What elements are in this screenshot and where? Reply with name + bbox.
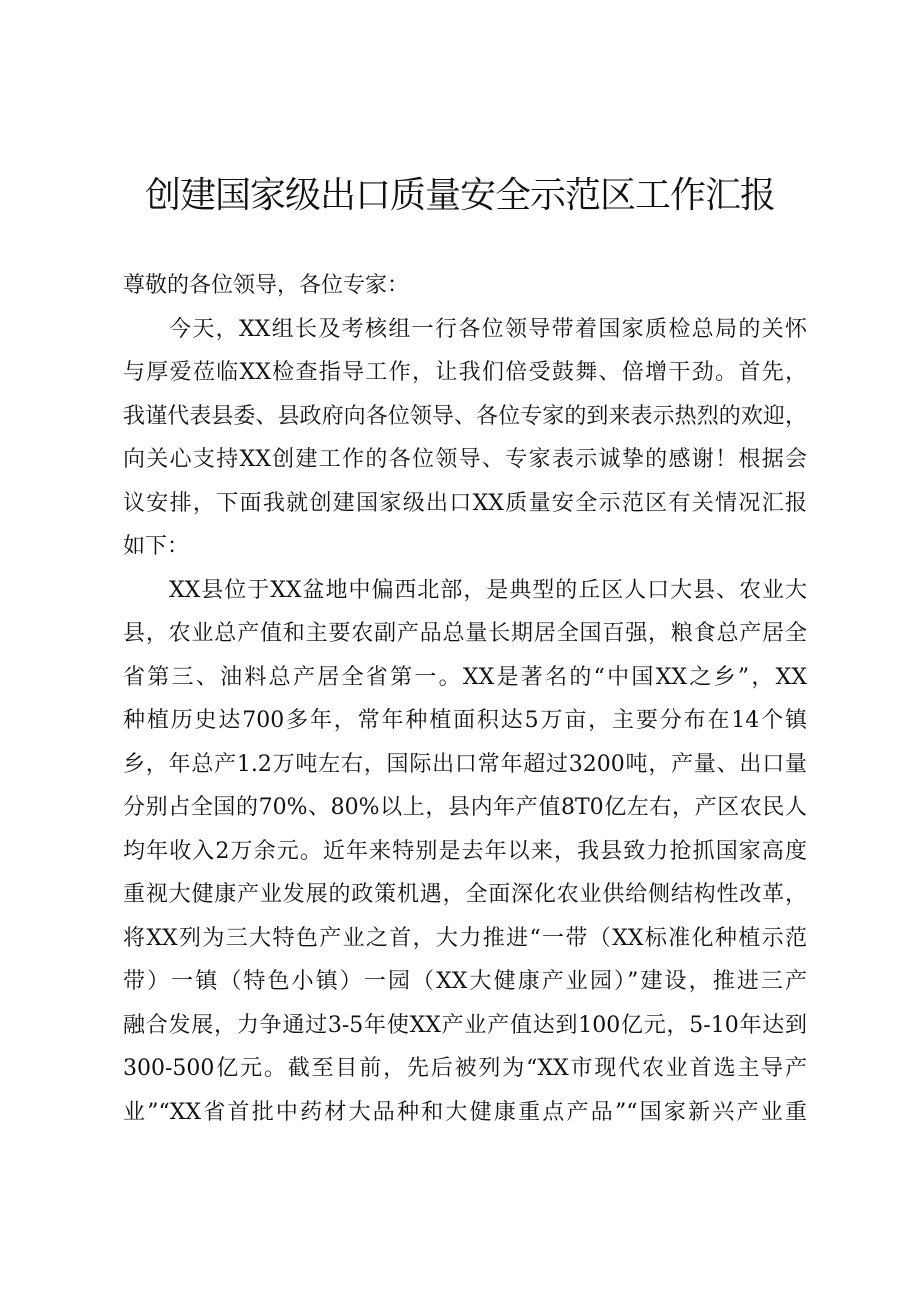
salutation: 尊敬的各位领导，各位专家：	[123, 273, 410, 298]
paragraph-line: 带）一镇（特色小镇）一园（XX大健康产业园）”建设，推进三产	[123, 969, 807, 994]
paragraph-line: 种植历史达700多年，常年种植面积达5万亩，主要分布在14个镇	[123, 708, 807, 733]
paragraph-line: 重视大健康产业发展的政策机遇，全面深化农业供给侧结构性改革，	[123, 882, 807, 907]
paragraph-line: 向关心支持XX创建工作的各位领导、专家表示诚挚的感谢！根据会	[123, 447, 807, 472]
document-title: 创建国家级出口质量安全示范区工作汇报	[144, 175, 775, 216]
paragraph-line: 融合发展，力争通过3-5年使XX产业产值达到100亿元，5-10年达到	[123, 1012, 807, 1038]
paragraph-county-overview	[123, 569, 807, 1135]
paragraph-line: 县，农业总产值和主要农副产品总量长期居全国百强，粮食总产居全	[123, 621, 807, 646]
paragraph-intro	[123, 308, 807, 569]
paragraph-line: 乡，年总产1.2万吨左右，国际出口常年超过3200吨，产量、出口量	[123, 751, 807, 777]
paragraph-line: 300-500亿元。截至目前，先后被列为“XX市现代农业首选主导产	[123, 1056, 807, 1081]
paragraph-line: 今天，XX组长及考核组一行各位领导带着国家质检总局的关怀	[169, 316, 807, 342]
paragraph-line: 均年收入2万余元。近年来特别是去年以来，我县致力抢抓国家高度	[123, 838, 807, 864]
paragraph-line: 与厚爱莅临XX检查指导工作，让我们倍受鼓舞、倍增干劲。首先，	[123, 360, 807, 385]
paragraph-line: 我谨代表县委、县政府向各位领导、各位专家的到来表示热烈的欢迎，	[123, 403, 807, 429]
paragraph-line: 如下：	[123, 534, 190, 559]
paragraph-line: 将XX列为三大特色产业之首，大力推进“一带（XX标准化种植示范	[123, 925, 807, 951]
paragraph-line: 议安排，下面我就创建国家级出口XX质量安全示范区有关情况汇报	[123, 490, 807, 516]
paragraph-line: 省第三、油料总产居全省第一。XX是著名的“中国XX之乡”，XX	[123, 664, 807, 690]
paragraph-line: 业”“XX省首批中药材大品种和大健康重点产品”“国家新兴产业重	[123, 1099, 807, 1125]
paragraph-line: XX县位于XX盆地中偏西北部，是典型的丘区人口大县、农业大	[169, 577, 807, 603]
document-body	[123, 264, 807, 1134]
paragraph-line: 分别占全国的70%、80%以上，县内年产值8T0亿左右，产区农民人	[123, 795, 807, 820]
